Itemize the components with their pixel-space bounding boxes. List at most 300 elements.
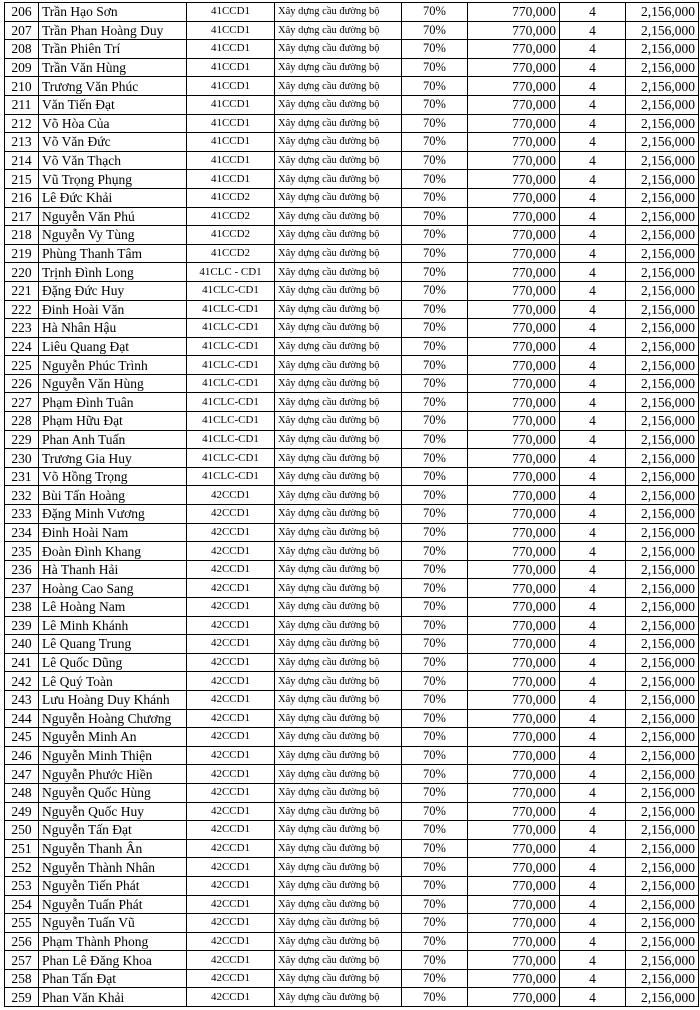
row-number-cell: 241	[5, 653, 39, 672]
rate-cell: 70%	[402, 95, 468, 114]
student-name-cell: Võ Văn Thạch	[39, 151, 187, 170]
student-name-cell: Trần Hạo Sơn	[39, 3, 187, 22]
total-cell: 2,156,000	[626, 21, 699, 40]
total-cell: 2,156,000	[626, 300, 699, 319]
table-row	[5, 969, 699, 988]
class-code-cell: 41CLC-CD1	[187, 467, 275, 486]
table-row	[5, 300, 699, 319]
rate-cell: 70%	[402, 635, 468, 654]
class-code-cell: 41CLC-CD1	[187, 449, 275, 468]
total-cell: 2,156,000	[626, 895, 699, 914]
total-cell: 2,156,000	[626, 374, 699, 393]
class-code-cell: 42CCD1	[187, 523, 275, 542]
rate-cell: 70%	[402, 560, 468, 579]
row-number-cell: 231	[5, 467, 39, 486]
student-name-cell: Nguyễn Phúc Trình	[39, 356, 187, 375]
rate-cell: 70%	[402, 226, 468, 245]
class-code-cell: 42CCD1	[187, 560, 275, 579]
class-code-cell: 42CCD1	[187, 951, 275, 970]
amount-cell: 770,000	[468, 412, 560, 431]
total-cell: 2,156,000	[626, 58, 699, 77]
major-cell: Xây dựng cầu đường bộ	[275, 542, 402, 561]
rate-cell: 70%	[402, 374, 468, 393]
class-code-cell: 42CCD1	[187, 858, 275, 877]
table-row	[5, 412, 699, 431]
rate-cell: 70%	[402, 672, 468, 691]
amount-cell: 770,000	[468, 783, 560, 802]
rate-cell: 70%	[402, 3, 468, 22]
amount-cell: 770,000	[468, 839, 560, 858]
table-row	[5, 560, 699, 579]
table-row	[5, 467, 699, 486]
total-cell: 2,156,000	[626, 430, 699, 449]
amount-cell: 770,000	[468, 374, 560, 393]
total-cell: 2,156,000	[626, 932, 699, 951]
total-cell: 2,156,000	[626, 783, 699, 802]
row-number-cell: 236	[5, 560, 39, 579]
major-cell: Xây dựng cầu đường bộ	[275, 3, 402, 22]
major-cell: Xây dựng cầu đường bộ	[275, 133, 402, 152]
rate-cell: 70%	[402, 821, 468, 840]
rate-cell: 70%	[402, 486, 468, 505]
total-cell: 2,156,000	[626, 672, 699, 691]
student-name-cell: Nguyễn Vy Tùng	[39, 226, 187, 245]
class-code-cell: 41CCD1	[187, 58, 275, 77]
months-cell: 4	[560, 374, 626, 393]
rate-cell: 70%	[402, 21, 468, 40]
table-row	[5, 598, 699, 617]
student-name-cell: Vũ Trọng Phụng	[39, 170, 187, 189]
row-number-cell: 226	[5, 374, 39, 393]
table-row	[5, 783, 699, 802]
class-code-cell: 42CCD1	[187, 579, 275, 598]
class-code-cell: 41CLC-CD1	[187, 300, 275, 319]
amount-cell: 770,000	[468, 579, 560, 598]
months-cell: 4	[560, 263, 626, 282]
months-cell: 4	[560, 598, 626, 617]
student-name-cell: Trương Gia Huy	[39, 449, 187, 468]
amount-cell: 770,000	[468, 393, 560, 412]
student-name-cell: Phan Văn Khải	[39, 988, 187, 1007]
amount-cell: 770,000	[468, 40, 560, 59]
months-cell: 4	[560, 858, 626, 877]
major-cell: Xây dựng cầu đường bộ	[275, 170, 402, 189]
table-row	[5, 281, 699, 300]
major-cell: Xây dựng cầu đường bộ	[275, 932, 402, 951]
months-cell: 4	[560, 281, 626, 300]
student-name-cell: Nguyễn Thành Nhân	[39, 858, 187, 877]
row-number-cell: 220	[5, 263, 39, 282]
total-cell: 2,156,000	[626, 969, 699, 988]
months-cell: 4	[560, 244, 626, 263]
rate-cell: 70%	[402, 40, 468, 59]
student-name-cell: Nguyễn Văn Phú	[39, 207, 187, 226]
major-cell: Xây dựng cầu đường bộ	[275, 319, 402, 338]
table-row	[5, 821, 699, 840]
student-name-cell: Võ Văn Đức	[39, 133, 187, 152]
total-cell: 2,156,000	[626, 486, 699, 505]
student-name-cell: Võ Hồng Trọng	[39, 467, 187, 486]
table-row	[5, 151, 699, 170]
rate-cell: 70%	[402, 188, 468, 207]
table-row	[5, 765, 699, 784]
major-cell: Xây dựng cầu đường bộ	[275, 58, 402, 77]
major-cell: Xây dựng cầu đường bộ	[275, 40, 402, 59]
total-cell: 2,156,000	[626, 505, 699, 524]
class-code-cell: 42CCD1	[187, 876, 275, 895]
months-cell: 4	[560, 876, 626, 895]
rate-cell: 70%	[402, 430, 468, 449]
table-row	[5, 505, 699, 524]
amount-cell: 770,000	[468, 523, 560, 542]
row-number-cell: 208	[5, 40, 39, 59]
amount-cell: 770,000	[468, 932, 560, 951]
student-name-cell: Đặng Minh Vương	[39, 505, 187, 524]
table-row	[5, 430, 699, 449]
row-number-cell: 233	[5, 505, 39, 524]
total-cell: 2,156,000	[626, 95, 699, 114]
months-cell: 4	[560, 523, 626, 542]
amount-cell: 770,000	[468, 467, 560, 486]
months-cell: 4	[560, 728, 626, 747]
total-cell: 2,156,000	[626, 244, 699, 263]
rate-cell: 70%	[402, 170, 468, 189]
major-cell: Xây dựng cầu đường bộ	[275, 616, 402, 635]
total-cell: 2,156,000	[626, 356, 699, 375]
row-number-cell: 214	[5, 151, 39, 170]
class-code-cell: 42CCD1	[187, 821, 275, 840]
amount-cell: 770,000	[468, 151, 560, 170]
major-cell: Xây dựng cầu đường bộ	[275, 672, 402, 691]
months-cell: 4	[560, 319, 626, 338]
total-cell: 2,156,000	[626, 598, 699, 617]
table-row	[5, 542, 699, 561]
months-cell: 4	[560, 821, 626, 840]
amount-cell: 770,000	[468, 914, 560, 933]
table-row	[5, 988, 699, 1007]
amount-cell: 770,000	[468, 486, 560, 505]
total-cell: 2,156,000	[626, 40, 699, 59]
rate-cell: 70%	[402, 412, 468, 431]
major-cell: Xây dựng cầu đường bộ	[275, 821, 402, 840]
row-number-cell: 246	[5, 746, 39, 765]
rate-cell: 70%	[402, 579, 468, 598]
rate-cell: 70%	[402, 114, 468, 133]
major-cell: Xây dựng cầu đường bộ	[275, 263, 402, 282]
class-code-cell: 42CCD1	[187, 505, 275, 524]
rate-cell: 70%	[402, 207, 468, 226]
major-cell: Xây dựng cầu đường bộ	[275, 505, 402, 524]
class-code-cell: 42CCD1	[187, 914, 275, 933]
amount-cell: 770,000	[468, 672, 560, 691]
student-name-cell: Nguyễn Quốc Hùng	[39, 783, 187, 802]
major-cell: Xây dựng cầu đường bộ	[275, 486, 402, 505]
row-number-cell: 223	[5, 319, 39, 338]
row-number-cell: 250	[5, 821, 39, 840]
rate-cell: 70%	[402, 449, 468, 468]
rate-cell: 70%	[402, 969, 468, 988]
amount-cell: 770,000	[468, 542, 560, 561]
total-cell: 2,156,000	[626, 412, 699, 431]
rate-cell: 70%	[402, 914, 468, 933]
row-number-cell: 209	[5, 58, 39, 77]
amount-cell: 770,000	[468, 77, 560, 96]
amount-cell: 770,000	[468, 895, 560, 914]
row-number-cell: 256	[5, 932, 39, 951]
row-number-cell: 244	[5, 709, 39, 728]
rate-cell: 70%	[402, 337, 468, 356]
student-name-cell: Bùi Tấn Hoàng	[39, 486, 187, 505]
amount-cell: 770,000	[468, 281, 560, 300]
student-name-cell: Nguyễn Tuấn Phát	[39, 895, 187, 914]
table-row	[5, 114, 699, 133]
major-cell: Xây dựng cầu đường bộ	[275, 207, 402, 226]
row-number-cell: 252	[5, 858, 39, 877]
student-name-cell: Nguyễn Tấn Đạt	[39, 821, 187, 840]
table-row	[5, 653, 699, 672]
rate-cell: 70%	[402, 709, 468, 728]
total-cell: 2,156,000	[626, 616, 699, 635]
student-name-cell: Lê Minh Khánh	[39, 616, 187, 635]
rate-cell: 70%	[402, 765, 468, 784]
major-cell: Xây dựng cầu đường bộ	[275, 226, 402, 245]
table-row	[5, 839, 699, 858]
student-name-cell: Nguyễn Minh An	[39, 728, 187, 747]
row-number-cell: 221	[5, 281, 39, 300]
table-row	[5, 728, 699, 747]
row-number-cell: 242	[5, 672, 39, 691]
row-number-cell: 240	[5, 635, 39, 654]
row-number-cell: 228	[5, 412, 39, 431]
months-cell: 4	[560, 635, 626, 654]
amount-cell: 770,000	[468, 300, 560, 319]
table-row	[5, 951, 699, 970]
major-cell: Xây dựng cầu đường bộ	[275, 337, 402, 356]
major-cell: Xây dựng cầu đường bộ	[275, 412, 402, 431]
amount-cell: 770,000	[468, 765, 560, 784]
table-row	[5, 858, 699, 877]
total-cell: 2,156,000	[626, 579, 699, 598]
student-name-cell: Hoàng Cao Sang	[39, 579, 187, 598]
class-code-cell: 41CCD2	[187, 244, 275, 263]
table-row	[5, 58, 699, 77]
rate-cell: 70%	[402, 356, 468, 375]
rate-cell: 70%	[402, 858, 468, 877]
months-cell: 4	[560, 765, 626, 784]
class-code-cell: 41CCD1	[187, 95, 275, 114]
student-name-cell: Nguyễn Quốc Huy	[39, 802, 187, 821]
amount-cell: 770,000	[468, 653, 560, 672]
row-number-cell: 216	[5, 188, 39, 207]
row-number-cell: 206	[5, 3, 39, 22]
student-name-cell: Trần Phan Hoàng Duy	[39, 21, 187, 40]
months-cell: 4	[560, 58, 626, 77]
table-row	[5, 188, 699, 207]
amount-cell: 770,000	[468, 876, 560, 895]
student-allowance-table	[4, 2, 699, 1007]
rate-cell: 70%	[402, 598, 468, 617]
major-cell: Xây dựng cầu đường bộ	[275, 988, 402, 1007]
total-cell: 2,156,000	[626, 542, 699, 561]
student-name-cell: Nguyễn Hoàng Chương	[39, 709, 187, 728]
months-cell: 4	[560, 300, 626, 319]
months-cell: 4	[560, 839, 626, 858]
class-code-cell: 42CCD1	[187, 895, 275, 914]
major-cell: Xây dựng cầu đường bộ	[275, 914, 402, 933]
major-cell: Xây dựng cầu đường bộ	[275, 430, 402, 449]
class-code-cell: 42CCD1	[187, 616, 275, 635]
student-name-cell: Phạm Đình Tuân	[39, 393, 187, 412]
class-code-cell: 42CCD1	[187, 765, 275, 784]
table-row	[5, 616, 699, 635]
rate-cell: 70%	[402, 542, 468, 561]
student-name-cell: Phan Tấn Đạt	[39, 969, 187, 988]
class-code-cell: 41CLC-CD1	[187, 319, 275, 338]
student-name-cell: Võ Hòa Của	[39, 114, 187, 133]
months-cell: 4	[560, 77, 626, 96]
class-code-cell: 42CCD1	[187, 709, 275, 728]
student-name-cell: Nguyễn Tuấn Vũ	[39, 914, 187, 933]
class-code-cell: 41CLC-CD1	[187, 281, 275, 300]
amount-cell: 770,000	[468, 616, 560, 635]
class-code-cell: 41CCD2	[187, 188, 275, 207]
table-row	[5, 746, 699, 765]
total-cell: 2,156,000	[626, 821, 699, 840]
table-row	[5, 709, 699, 728]
amount-cell: 770,000	[468, 858, 560, 877]
class-code-cell: 41CLC-CD1	[187, 337, 275, 356]
total-cell: 2,156,000	[626, 319, 699, 338]
student-name-cell: Trần Phiên Trí	[39, 40, 187, 59]
major-cell: Xây dựng cầu đường bộ	[275, 802, 402, 821]
row-number-cell: 224	[5, 337, 39, 356]
class-code-cell: 41CCD2	[187, 226, 275, 245]
row-number-cell: 253	[5, 876, 39, 895]
months-cell: 4	[560, 226, 626, 245]
amount-cell: 770,000	[468, 95, 560, 114]
class-code-cell: 42CCD1	[187, 988, 275, 1007]
class-code-cell: 41CLC - CD1	[187, 263, 275, 282]
rate-cell: 70%	[402, 300, 468, 319]
total-cell: 2,156,000	[626, 765, 699, 784]
months-cell: 4	[560, 356, 626, 375]
major-cell: Xây dựng cầu đường bộ	[275, 151, 402, 170]
table-row	[5, 914, 699, 933]
major-cell: Xây dựng cầu đường bộ	[275, 579, 402, 598]
major-cell: Xây dựng cầu đường bộ	[275, 560, 402, 579]
months-cell: 4	[560, 95, 626, 114]
class-code-cell: 42CCD1	[187, 728, 275, 747]
total-cell: 2,156,000	[626, 914, 699, 933]
total-cell: 2,156,000	[626, 560, 699, 579]
total-cell: 2,156,000	[626, 77, 699, 96]
major-cell: Xây dựng cầu đường bộ	[275, 467, 402, 486]
months-cell: 4	[560, 188, 626, 207]
class-code-cell: 41CLC-CD1	[187, 393, 275, 412]
total-cell: 2,156,000	[626, 207, 699, 226]
table-row	[5, 579, 699, 598]
rate-cell: 70%	[402, 263, 468, 282]
major-cell: Xây dựng cầu đường bộ	[275, 374, 402, 393]
row-number-cell: 215	[5, 170, 39, 189]
row-number-cell: 249	[5, 802, 39, 821]
class-code-cell: 42CCD1	[187, 802, 275, 821]
class-code-cell: 41CLC-CD1	[187, 412, 275, 431]
table-row	[5, 635, 699, 654]
class-code-cell: 41CCD1	[187, 133, 275, 152]
class-code-cell: 41CCD1	[187, 77, 275, 96]
class-code-cell: 41CLC-CD1	[187, 430, 275, 449]
row-number-cell: 257	[5, 951, 39, 970]
total-cell: 2,156,000	[626, 635, 699, 654]
row-number-cell: 211	[5, 95, 39, 114]
class-code-cell: 42CCD1	[187, 486, 275, 505]
table-row	[5, 133, 699, 152]
row-number-cell: 222	[5, 300, 39, 319]
class-code-cell: 42CCD1	[187, 783, 275, 802]
row-number-cell: 258	[5, 969, 39, 988]
row-number-cell: 217	[5, 207, 39, 226]
major-cell: Xây dựng cầu đường bộ	[275, 728, 402, 747]
row-number-cell: 243	[5, 690, 39, 709]
total-cell: 2,156,000	[626, 709, 699, 728]
months-cell: 4	[560, 672, 626, 691]
amount-cell: 770,000	[468, 114, 560, 133]
row-number-cell: 225	[5, 356, 39, 375]
major-cell: Xây dựng cầu đường bộ	[275, 783, 402, 802]
table-row	[5, 932, 699, 951]
rate-cell: 70%	[402, 728, 468, 747]
row-number-cell: 251	[5, 839, 39, 858]
row-number-cell: 255	[5, 914, 39, 933]
amount-cell: 770,000	[468, 598, 560, 617]
amount-cell: 770,000	[468, 133, 560, 152]
major-cell: Xây dựng cầu đường bộ	[275, 114, 402, 133]
student-name-cell: Phạm Thành Phong	[39, 932, 187, 951]
total-cell: 2,156,000	[626, 746, 699, 765]
total-cell: 2,156,000	[626, 281, 699, 300]
amount-cell: 770,000	[468, 263, 560, 282]
table-row	[5, 207, 699, 226]
rate-cell: 70%	[402, 895, 468, 914]
row-number-cell: 213	[5, 133, 39, 152]
class-code-cell: 41CCD1	[187, 170, 275, 189]
table-row	[5, 449, 699, 468]
total-cell: 2,156,000	[626, 858, 699, 877]
student-name-cell: Hà Thanh Hải	[39, 560, 187, 579]
major-cell: Xây dựng cầu đường bộ	[275, 77, 402, 96]
student-name-cell: Văn Tiến Đạt	[39, 95, 187, 114]
student-name-cell: Trịnh Đình Long	[39, 263, 187, 282]
total-cell: 2,156,000	[626, 449, 699, 468]
months-cell: 4	[560, 151, 626, 170]
class-code-cell: 42CCD1	[187, 635, 275, 654]
student-name-cell: Nguyễn Phước Hiền	[39, 765, 187, 784]
table-row	[5, 393, 699, 412]
amount-cell: 770,000	[468, 430, 560, 449]
months-cell: 4	[560, 616, 626, 635]
student-name-cell: Hà Nhân Hậu	[39, 319, 187, 338]
rate-cell: 70%	[402, 876, 468, 895]
rate-cell: 70%	[402, 932, 468, 951]
table-row	[5, 876, 699, 895]
table-row	[5, 672, 699, 691]
table-row	[5, 3, 699, 22]
student-name-cell: Lưu Hoàng Duy Khánh	[39, 690, 187, 709]
total-cell: 2,156,000	[626, 226, 699, 245]
class-code-cell: 41CCD1	[187, 151, 275, 170]
class-code-cell: 42CCD1	[187, 542, 275, 561]
